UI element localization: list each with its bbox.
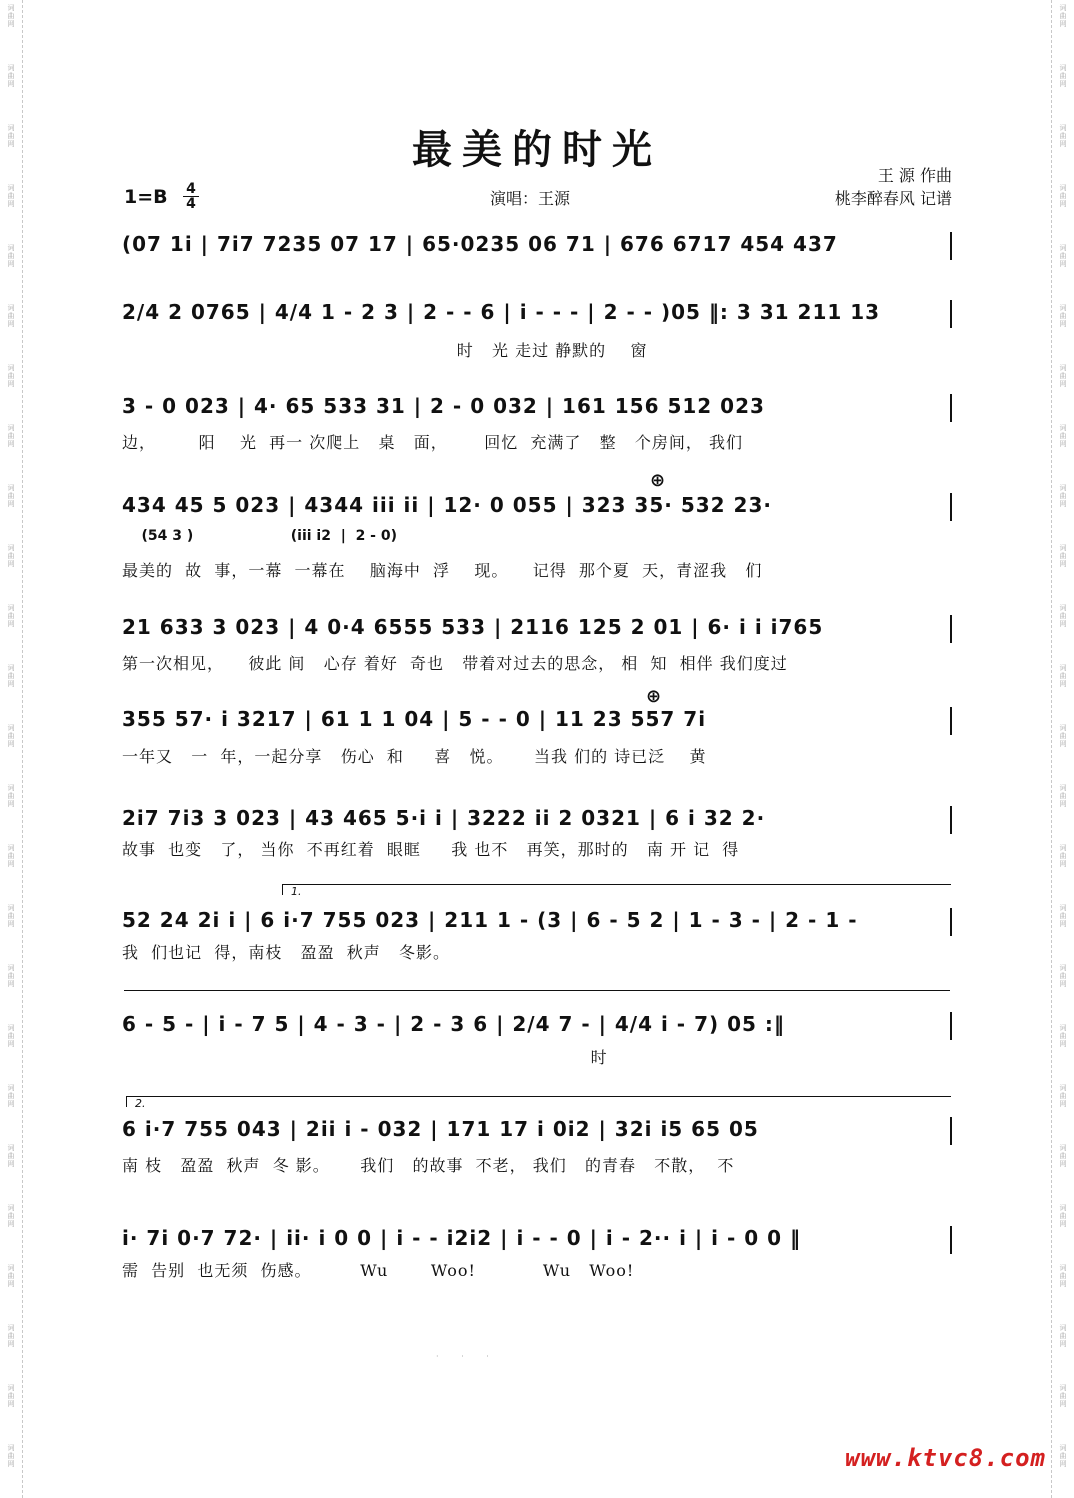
notation-line: i· 7i 0·7 72· | ii· i 0 0 | i - - i2i2 | i - - 0 | i - 2·· i | i - 0 0 ‖ <box>122 1226 952 1254</box>
watermark-text: 词 曲 网 <box>7 64 15 88</box>
watermark-text: 词 曲 网 <box>7 1204 15 1228</box>
watermark-text: 词 曲 网 <box>7 904 15 928</box>
watermark-text: 词 曲 网 <box>1059 724 1067 748</box>
watermark-text: 词 曲 网 <box>1059 4 1067 28</box>
footer-dots: · · · <box>436 1352 499 1361</box>
watermark-text: 词 曲 网 <box>1059 484 1067 508</box>
first-ending-bracket <box>282 884 951 898</box>
notation-line: (07 1i | 7i7 7235 07 17 | 65·0235 06 71 | 676 6717 454 437 <box>122 232 952 260</box>
watermark-text: 词 曲 网 <box>1059 304 1067 328</box>
notator-credit: 桃李醉春风 记谱 <box>834 189 952 208</box>
watermark-text: 词 曲 网 <box>7 1384 15 1408</box>
watermark-text: 词 曲 网 <box>1059 964 1067 988</box>
watermark-text: 词 曲 网 <box>7 424 15 448</box>
lyrics-line: 故事 也变 了， 当你 不再红着 眼眶 我 也不 再笑，那时的 南 开 记 得 <box>122 840 740 859</box>
lyrics-line: 边， 阳 光 再一 次爬上 桌 面， 回忆 充满了 整 个房间， 我们 <box>122 433 744 452</box>
left-watermark-strip <box>0 0 23 1498</box>
notation-line: 52 24 2i i | 6 i·7 755 023 | 211 1 - (3 | 6 - 5 2 | 1 - 3 - | 2 - 1 - <box>122 908 952 936</box>
watermark-text: 词 曲 网 <box>7 844 15 868</box>
watermark-text: 词 曲 网 <box>1059 1024 1067 1048</box>
watermark-text: 词 曲 网 <box>1059 604 1067 628</box>
watermark-text: 词 曲 网 <box>7 1144 15 1168</box>
notation-line: 355 57· i 3217 | 61 1 1 04 | 5 - - 0 | 11 23 557 7i <box>122 707 952 735</box>
lyrics-line: 一年又 一 年，一起分享 伤心 和 喜 悦。 当我 们的 诗已泛 黄 <box>122 747 707 766</box>
watermark-text: 词 曲 网 <box>1059 904 1067 928</box>
notation-line: 6 i·7 755 043 | 2ii i - 032 | 171 17 i 0i2 | 32i i5 65 05 <box>122 1117 952 1145</box>
watermark-text: 词 曲 网 <box>7 124 15 148</box>
watermark-text: 词 曲 网 <box>1059 1264 1067 1288</box>
first-ending-label: 1. <box>291 885 302 898</box>
watermark-text: 词 曲 网 <box>1059 1204 1067 1228</box>
coda-mark-2: ⊕ <box>646 686 662 707</box>
watermark-text: 词 曲 网 <box>7 1264 15 1288</box>
notation-subline: (54 3 ) (iii i2 | 2 - 0) <box>122 528 398 544</box>
watermark-text: 词 曲 网 <box>1059 1384 1067 1408</box>
watermark-text: 词 曲 网 <box>1059 784 1067 808</box>
watermark-text: 词 曲 网 <box>1059 1324 1067 1348</box>
watermark-text: 词 曲 网 <box>7 1084 15 1108</box>
lyrics-line: 第一次相见， 彼此 间 心存 着好 奇也 带着对过去的思念， 相 知 相伴 我们度过 <box>122 654 788 673</box>
watermark-text: 词 曲 网 <box>7 304 15 328</box>
watermark-text: 词 曲 网 <box>1059 244 1067 268</box>
watermark-text: 词 曲 网 <box>1059 124 1067 148</box>
watermark-text: 词 曲 网 <box>7 544 15 568</box>
site-logo[interactable]: www.ktvc8.com <box>845 1444 1046 1472</box>
watermark-text: 词 曲 网 <box>1059 184 1067 208</box>
coda-mark-1: ⊕ <box>650 470 666 491</box>
notation-line: 2i7 7i3 3 023 | 43 465 5·i i | 3222 ii 2 0321 | 6 i 32 2· <box>122 806 952 834</box>
watermark-text: 词 曲 网 <box>1059 1444 1067 1468</box>
watermark-text: 词 曲 网 <box>1059 424 1067 448</box>
notation-line: 21 633 3 023 | 4 0·4 6555 533 | 2116 125 2 01 | 6· i i i765 <box>122 615 952 643</box>
watermark-text: 词 曲 网 <box>7 1444 15 1468</box>
lyrics-line: 时 <box>122 1048 608 1067</box>
notation-line: 434 45 5 023 | 4344 iii ii | 12· 0 055 | 323 35· 532 23· <box>122 493 952 521</box>
watermark-text: 词 曲 网 <box>7 484 15 508</box>
watermark-text: 词 曲 网 <box>1059 664 1067 688</box>
watermark-text: 词 曲 网 <box>7 1324 15 1348</box>
watermark-text: 词 曲 网 <box>7 784 15 808</box>
singer-credit: 演唱：王源 <box>490 189 571 208</box>
watermark-text: 词 曲 网 <box>7 724 15 748</box>
lyrics-line: 我 们也记 得，南枝 盈盈 秋声 冬影。 <box>122 943 451 962</box>
watermark-text: 词 曲 网 <box>7 4 15 28</box>
second-ending-label: 2. <box>135 1097 146 1110</box>
time-signature-bottom: 4 <box>183 196 199 211</box>
watermark-text: 词 曲 网 <box>7 964 15 988</box>
lyrics-line: 需 告别 也无须 伤感。 Wu Woo! Wu Woo! <box>122 1261 635 1280</box>
page-title: 最美的时光 <box>412 126 662 173</box>
time-signature-top: 4 <box>186 181 196 197</box>
composer-credit: 王 源 作曲 <box>877 166 952 185</box>
watermark-text: 词 曲 网 <box>7 604 15 628</box>
watermark-text: 词 曲 网 <box>7 244 15 268</box>
watermark-text: 词 曲 网 <box>1059 1144 1067 1168</box>
key-signature: 1=B <box>124 186 168 208</box>
lyrics-line: 时 光 走过 静默的 窗 <box>122 341 648 360</box>
watermark-text: 词 曲 网 <box>7 184 15 208</box>
watermark-text: 词 曲 网 <box>7 364 15 388</box>
lyrics-line: 最美的 故 事，一幕 一幕在 脑海中 浮 现。 记得 那个夏 天，青涩我 们 <box>122 561 763 580</box>
time-signature <box>183 182 199 211</box>
watermark-text: 词 曲 网 <box>7 664 15 688</box>
watermark-text: 词 曲 网 <box>1059 1084 1067 1108</box>
right-watermark-strip <box>1051 0 1074 1498</box>
notation-line: 6 - 5 - | i - 7 5 | 4 - 3 - | 2 - 3 6 | 2/4 7 - | 4/4 i - 7) 05 :‖ <box>122 1012 952 1040</box>
system-divider <box>124 990 950 991</box>
lyrics-line: 南 枝 盈盈 秋声 冬 影。 我们 的故事 不老， 我们 的青春 不散， 不 <box>122 1156 735 1175</box>
notation-line: 2/4 2 0765 | 4/4 1 - 2 3 | 2 - - 6 | i - - - | 2 - - )05 ‖: 3 31 211 13 <box>122 300 952 328</box>
watermark-text: 词 曲 网 <box>1059 544 1067 568</box>
watermark-text: 词 曲 网 <box>1059 844 1067 868</box>
notation-line: 3 - 0 023 | 4· 65 533 31 | 2 - 0 032 | 161 156 512 023 <box>122 394 952 422</box>
watermark-text: 词 曲 网 <box>1059 64 1067 88</box>
watermark-text: 词 曲 网 <box>7 1024 15 1048</box>
second-ending-bracket <box>126 1096 951 1110</box>
watermark-text: 词 曲 网 <box>1059 364 1067 388</box>
